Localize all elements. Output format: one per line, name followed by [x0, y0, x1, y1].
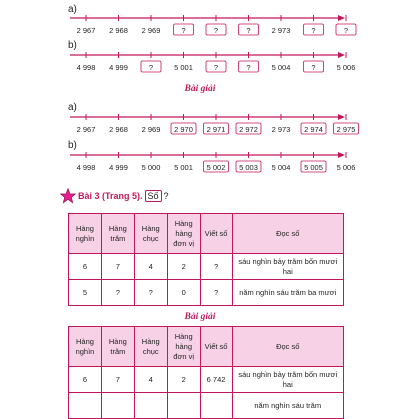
solution-heading-2: Bài giải: [184, 312, 216, 322]
header-units: Hàng hàng đơn vị: [167, 327, 200, 367]
table-cell: [167, 393, 200, 419]
table-cell: 4: [134, 367, 167, 393]
header-tens: Hàng chục: [134, 327, 167, 367]
arrow-head-icon: [338, 52, 345, 58]
header-hundreds: Hàng trăm: [101, 327, 134, 367]
header-thousands: Hàng nghìn: [69, 327, 102, 367]
tick-label: 5 004: [271, 63, 291, 72]
tick-label: 5 004: [271, 163, 291, 172]
tick-label: 2 971: [206, 125, 226, 134]
tick-label: 5 001: [174, 63, 193, 72]
number-line-a: [70, 15, 356, 35]
header-write-number: Viết số: [200, 327, 232, 367]
table-cell: [200, 393, 232, 419]
table-cell: ?: [200, 254, 232, 280]
so-box: Số: [145, 190, 162, 202]
exercise-3-title-text: Bài 3 (Trang 5).: [78, 191, 143, 201]
tick-label: 2 969: [141, 26, 161, 35]
star-icon: [60, 188, 76, 209]
tick-label: 5 005: [304, 163, 323, 172]
table-cell: [69, 393, 102, 419]
tick-label: 5 006: [336, 163, 356, 172]
tick-label: 2 975: [336, 125, 356, 134]
table-cell: 2: [167, 367, 200, 393]
tick-label: 2 974: [304, 125, 323, 134]
answer-number-lines: [0, 95, 400, 180]
part-a-label: a): [68, 4, 77, 15]
tick-label: 2 973: [271, 125, 291, 134]
tick-label: ?: [246, 63, 251, 72]
tick-label: 2 967: [76, 125, 96, 134]
header-hundreds: Hàng trăm: [101, 214, 134, 254]
arrow-head-icon: [338, 114, 345, 120]
tick-label: 5 000: [141, 163, 161, 172]
table-row: [69, 393, 344, 419]
table-cell: năm nghìn sáu trăm ba mươi: [232, 280, 344, 306]
part-b-label: b): [68, 40, 77, 51]
solution-heading-1: Bài giải: [184, 84, 216, 94]
tick-label: ?: [213, 26, 219, 35]
tick-label: ?: [311, 26, 316, 35]
tick-label: ?: [343, 26, 349, 35]
table-row: [69, 254, 344, 280]
answer-number-line-b: [70, 152, 355, 172]
table-cell: 0: [167, 280, 200, 306]
tick-label: 2 970: [174, 125, 193, 134]
header-read-number: Đọc số: [232, 327, 344, 367]
tick-label: ?: [181, 26, 186, 35]
table-cell: 7: [101, 367, 134, 393]
arrow-head-icon: [338, 15, 345, 21]
tick-label: ?: [213, 63, 219, 72]
header-tens: Hàng chục: [134, 214, 167, 254]
answer-table: [68, 326, 344, 419]
exercise-3-title: [78, 190, 169, 202]
tick-label: 4 998: [76, 163, 96, 172]
tick-label: 5 003: [239, 163, 258, 172]
tick-label: ?: [246, 26, 251, 35]
exercise-3-table: [68, 213, 344, 306]
table-cell: 6: [69, 367, 102, 393]
table-cell: ?: [200, 280, 232, 306]
table-cell: 6: [69, 254, 102, 280]
tick-label: 5 002: [206, 163, 226, 172]
header-thousands: Hàng nghìn: [69, 214, 102, 254]
tick-label: 4 999: [109, 63, 128, 72]
tick-label: 2 968: [109, 125, 128, 134]
table-cell: ?: [134, 280, 167, 306]
tick-label: 2 969: [141, 125, 161, 134]
tick-label: 4 999: [109, 163, 128, 172]
header-write-number: Viết số: [200, 214, 232, 254]
arrow-head-icon: [338, 152, 345, 158]
table-cell: [134, 393, 167, 419]
table-cell: ?: [101, 280, 134, 306]
answer-part-a-label: a): [68, 102, 77, 113]
answer-part-b-label: b): [68, 140, 77, 151]
table-cell: 5: [69, 280, 102, 306]
tick-label: 5 006: [336, 63, 356, 72]
table-cell: 4: [134, 254, 167, 280]
tick-label: 5 001: [174, 163, 193, 172]
number-line-b: [70, 52, 355, 72]
tick-label: 2 972: [239, 125, 258, 134]
tick-label: ?: [311, 63, 316, 72]
question-mark: ?: [163, 191, 169, 201]
number-line-a-top: [0, 0, 400, 75]
table-cell: [101, 393, 134, 419]
table-cell: sáu nghìn bảy trăm bốn mươi hai: [232, 254, 344, 280]
table-cell: 7: [101, 254, 134, 280]
table-cell: 2: [167, 254, 200, 280]
header-units: Hàng hàng đơn vị: [167, 214, 200, 254]
table-cell: sáu nghìn bảy trăm bốn mươi hai: [232, 367, 344, 393]
answer-number-line-a: [70, 114, 359, 134]
header-read-number: Đọc số: [232, 214, 344, 254]
table-cell: 6 742: [200, 367, 232, 393]
tick-label: ?: [148, 63, 154, 72]
table-cell: năm nghìn sáu trăm: [232, 393, 344, 419]
tick-label: 2 967: [76, 26, 96, 35]
table-row: [69, 280, 344, 306]
table-row: [69, 367, 344, 393]
tick-label: 2 973: [271, 26, 291, 35]
tick-label: 4 998: [76, 63, 96, 72]
tick-label: 2 968: [109, 26, 128, 35]
